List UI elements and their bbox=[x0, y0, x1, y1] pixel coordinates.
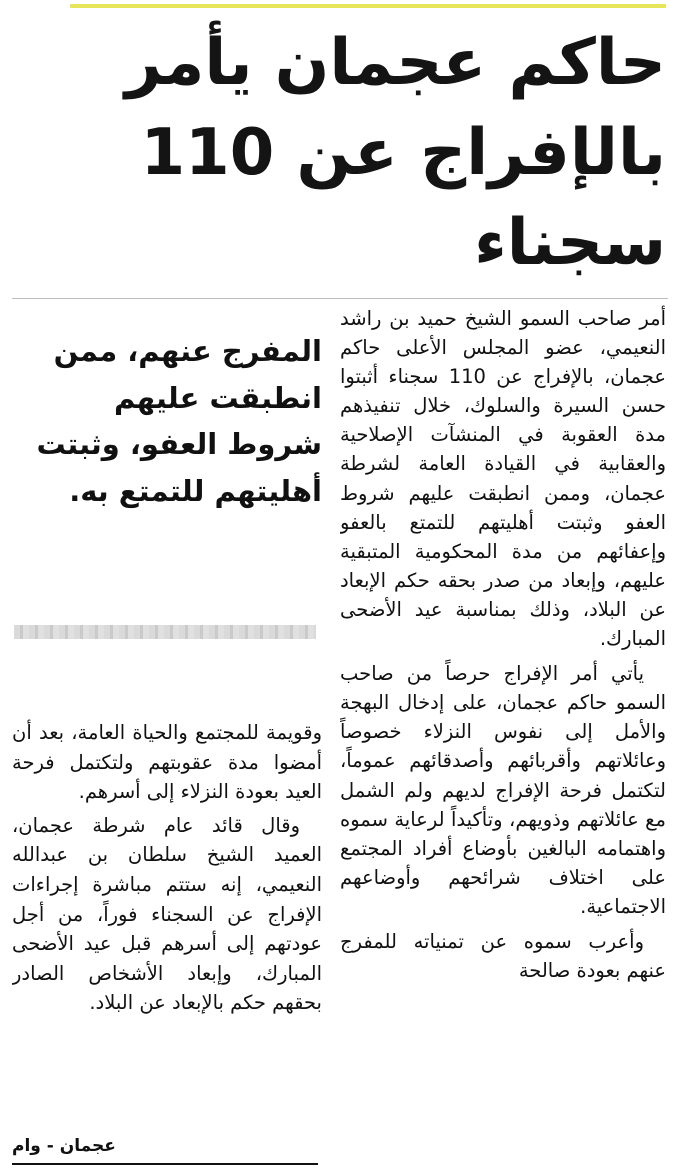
paragraph: وقال قائد عام شرطة عجمان، العميد الشيخ سلطان بن عبدالله النعيمي، إنه ستتم مباشرة إجراءات الإفراج عن السجناء فوراً، من أجل عودتهم إلى أسرهم قبل عيد الأضحى المبارك، وإبعاد الأشخاص الصادر بحقهم حكم بالإبعاد عن البلاد. bbox=[12, 813, 322, 1015]
article-column-left bbox=[12, 718, 322, 1138]
pull-quote: المفرج عنهم، ممن انطبقت عليهم شروط العفو، وثبتت أهليتهم للتمتع به. bbox=[36, 334, 322, 508]
headline-divider bbox=[12, 298, 668, 299]
top-accent-rule bbox=[70, 4, 666, 8]
paragraph: أمر صاحب السمو الشيخ حميد بن راشد النعيمي، عضو المجلس الأعلى حاكم عجمان، بالإفراج عن 110 سجناء أثبتوا حسن السيرة والسلوك، خلال تنفيذهم مدة العقوبة في المنشآت الإصلاحية والعقابية في القيادة العامة لشرطة عجمان، وممن انطبقت عليهم شروط العفو وثبتت أهليتهم للتمتع بالعفو وإعفائهم من مدة المحكومية المتبقية عليهم، وإبعاد من صدر بحقه حكم الإبعاد عن البلاد، وذلك بمناسبة عيد الأضحى المبارك. bbox=[340, 307, 666, 651]
headline: حاكم عجمان يأمر بالإفراج عن 110 سجناء bbox=[124, 26, 666, 280]
paragraph: يأتي أمر الإفراج حرصاً من صاحب السمو حاكم عجمان، على إدخال البهجة والأمل إلى نفوس النزلاء خصوصاً وعائلاتهم وأقربائهم وأصدقائهم عموماً، لتكتمل فرحة الإفراج لديهم ولم الشمل مع عائلاتهم وذويهم، وتأكيداً لرعاية سموه واهتمامه البالغين بأوضاع أفراد المجتمع على اختلاف شرائحهم وأوضاعهم الاجتماعية. bbox=[340, 662, 666, 918]
paragraph: وقويمة للمجتمع والحياة العامة، بعد أن أمضوا مدة عقوبتهم ولتكتمل فرحة العيد بعودة النزلاء إلى أسرهم. bbox=[12, 721, 322, 804]
print-smudge bbox=[14, 625, 316, 639]
byline-rule bbox=[12, 1163, 318, 1165]
byline: عجمان - وام bbox=[12, 1136, 116, 1156]
paragraph: وأعرب سموه عن تمنياته للمفرج عنهم بعودة صالحة bbox=[340, 929, 666, 983]
article-column-right bbox=[340, 304, 666, 1172]
